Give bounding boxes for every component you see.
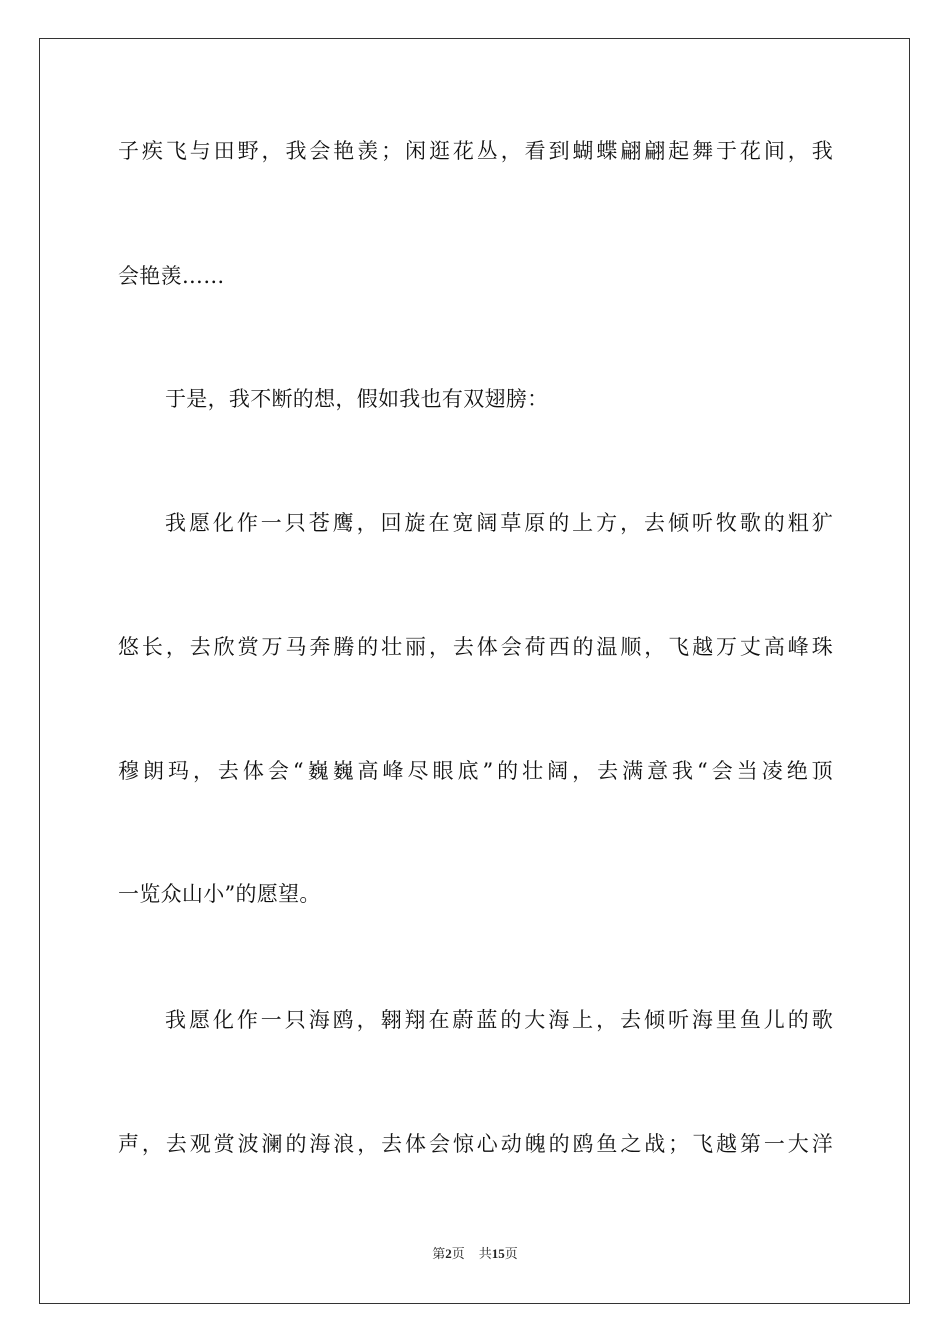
text-line: 穆朗玛，去体会“巍巍高峰尽眼底”的壮阔，去满意我“会当凌绝顶 (118, 759, 833, 783)
text-line: 会艳羡…… (118, 264, 225, 288)
total-pages-prefix: 共 (478, 1247, 492, 1262)
page-number-prefix: 第 (432, 1247, 446, 1262)
text-line: 于是，我不断的想，假如我也有双翅膀： (165, 387, 549, 411)
text-line: 我愿化作一只海鸥，翱翔在蔚蓝的大海上，去倾听海里鱼儿的歌 (165, 1008, 833, 1032)
total-pages-suffix: 页 (504, 1247, 518, 1262)
page-footer (0, 1246, 950, 1263)
total-page-count: 15 (491, 1246, 505, 1261)
page-border (39, 38, 910, 1304)
text-line: 子疾飞与田野，我会艳羡；闲逛花丛，看到蝴蝶翩翩起舞于花间，我 (118, 139, 833, 163)
text-line: 悠长，去欣赏万马奔腾的壮丽，去体会荷西的温顺，飞越万丈高峰珠 (118, 635, 833, 659)
text-line: 我愿化作一只苍鹰，回旋在宽阔草原的上方，去倾听牧歌的粗犷 (165, 511, 833, 535)
current-page-number: 2 (445, 1246, 452, 1261)
text-line: 声，去观赏波澜的海浪，去体会惊心动魄的鸥鱼之战；飞越第一大洋 (118, 1132, 833, 1156)
text-line: 一览众山小”的愿望。 (118, 882, 321, 906)
page-number-suffix: 页 (451, 1247, 465, 1262)
